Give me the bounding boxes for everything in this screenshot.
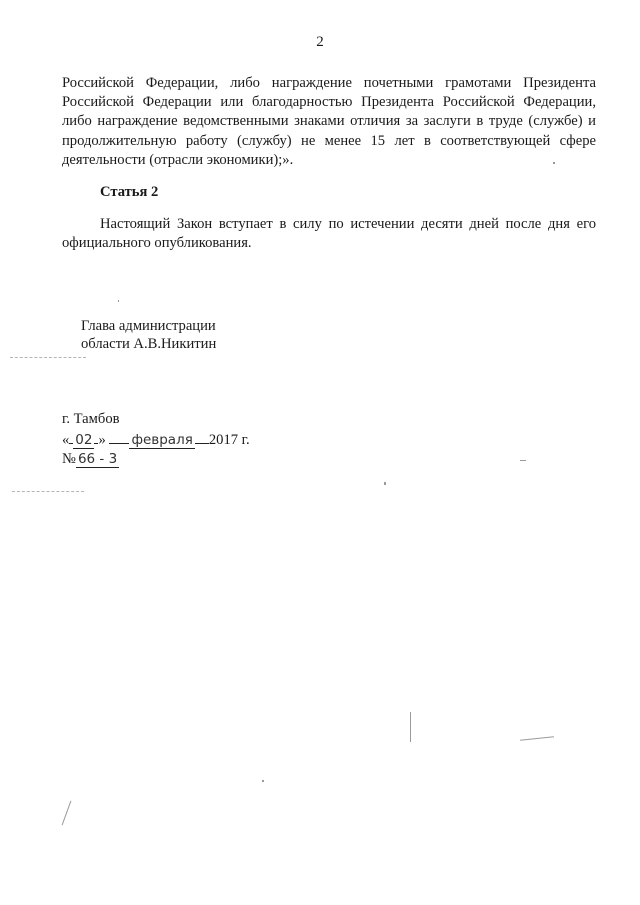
- continuation-paragraph: Российской Федерации, либо награждение почетными грамотами Президента Российской Федерации или благодарностью Президента Российской Федерации, либо награждение ведомственными знаками отличия за заслуги в труде (службе) и продолжительную работу (службу) не менее 15 лет в соответствующей сфере деятельности (отрасли экономики);».: [62, 75, 596, 168]
- date-close-quote: »: [98, 432, 106, 448]
- scan-speck: [118, 300, 119, 302]
- place-date-block: [62, 410, 250, 469]
- date-line: [62, 429, 250, 450]
- scan-artifact-line: [10, 357, 86, 358]
- article-heading: Статья 2: [100, 184, 159, 200]
- page-number: 2: [316, 34, 324, 50]
- scan-speck: [262, 780, 264, 782]
- signature-title-line1: Глава администрации: [81, 318, 216, 334]
- scan-artifact-line: [12, 491, 84, 492]
- number-sign: №: [62, 451, 76, 467]
- date-blank: [109, 429, 129, 444]
- document-number: 66 - 3: [77, 451, 118, 467]
- number-line: [62, 450, 250, 469]
- date-year: 2017 г.: [208, 432, 250, 448]
- city-line: г. Тамбов: [62, 411, 120, 427]
- date-month: февраля: [131, 432, 193, 448]
- signature-title-line2: области А.В.Никитин: [81, 336, 217, 352]
- scan-speck: [384, 482, 386, 485]
- date-blank: [195, 429, 209, 444]
- scan-speck: [62, 801, 72, 826]
- signature-block: [81, 317, 216, 353]
- scan-speck: [520, 460, 526, 461]
- scan-speck: [553, 162, 555, 164]
- date-day: 02: [75, 432, 93, 448]
- article-text: Настоящий Закон вступает в силу по истечении десяти дней после дня его официального опубликования.: [62, 216, 596, 252]
- scan-speck: [520, 736, 554, 741]
- scan-speck: [410, 712, 411, 742]
- date-open-quote: «: [62, 432, 70, 448]
